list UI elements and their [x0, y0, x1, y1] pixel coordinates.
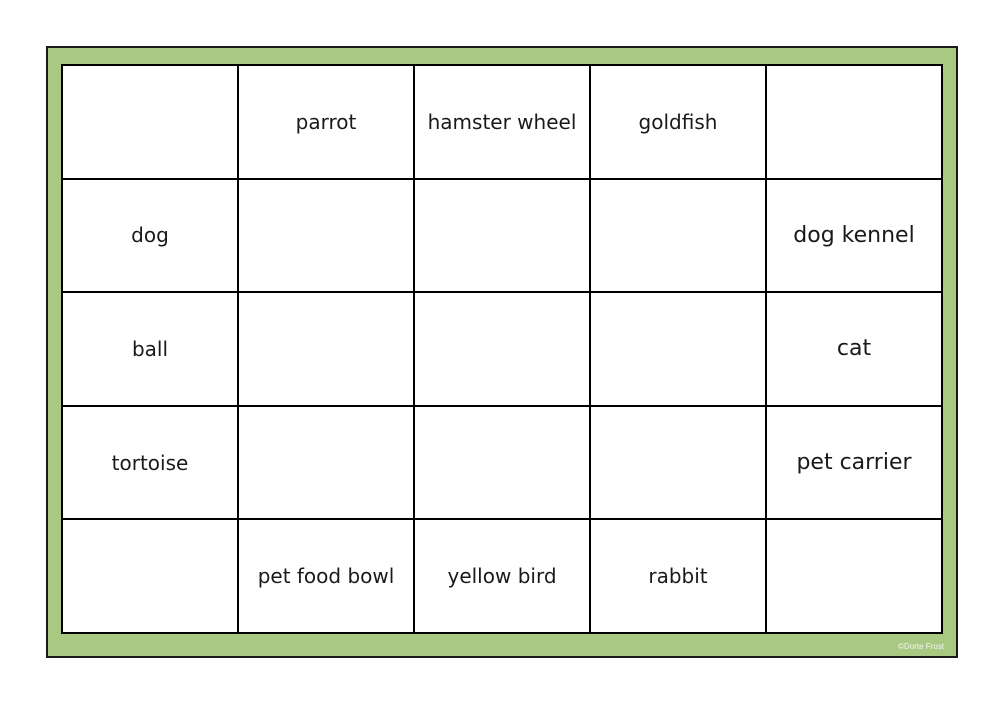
- grid-cell: pet food bowl: [239, 520, 413, 632]
- grid-cell: yellow bird: [415, 520, 589, 632]
- grid-cell: rabbit: [591, 520, 765, 632]
- grid-cell: [239, 180, 413, 292]
- grid-cell: [591, 293, 765, 405]
- grid-cell: parrot: [239, 66, 413, 178]
- grid-cell: [63, 66, 237, 178]
- grid-cell: hamster wheel: [415, 66, 589, 178]
- grid-cell: goldfish: [591, 66, 765, 178]
- grid-cell: [415, 180, 589, 292]
- grid-cell: pet carrier: [767, 407, 941, 519]
- grid-cell: [591, 407, 765, 519]
- grid-cell: [239, 407, 413, 519]
- grid-cell: [63, 520, 237, 632]
- grid-cell: cat: [767, 293, 941, 405]
- grid-cell: dog kennel: [767, 180, 941, 292]
- copyright-notice: ©Dorte Frost: [898, 642, 944, 651]
- grid-cell: [591, 180, 765, 292]
- grid-cell: dog: [63, 180, 237, 292]
- grid-cell: [415, 293, 589, 405]
- grid-cell: [415, 407, 589, 519]
- grid-cell: [239, 293, 413, 405]
- grid-cell: ball: [63, 293, 237, 405]
- grid-cell: tortoise: [63, 407, 237, 519]
- bingo-grid: [61, 64, 943, 634]
- bingo-board: [46, 46, 958, 658]
- grid-cell: [767, 520, 941, 632]
- grid-cell: [767, 66, 941, 178]
